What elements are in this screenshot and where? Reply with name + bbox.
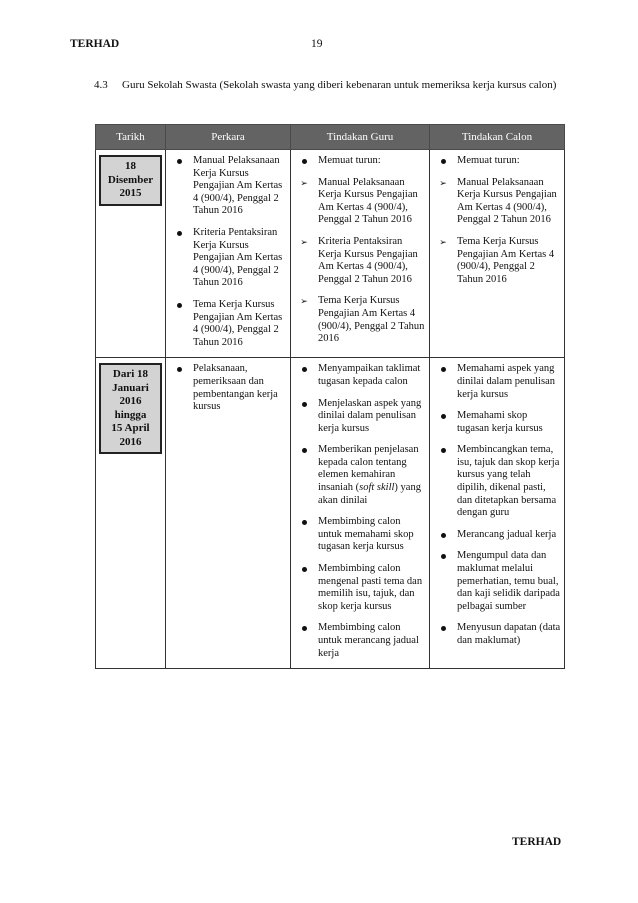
section-text: Guru Sekolah Swasta (Sekolah swasta yang diberi kebenaran untuk memeriksa kerja kursus calon) (122, 79, 557, 91)
arrow-bullet-icon (436, 236, 450, 249)
dot-bullet-icon (172, 155, 186, 164)
date-box (99, 363, 162, 454)
list-item (294, 177, 426, 227)
dot-bullet-icon (172, 299, 186, 308)
date-line: 15 April (111, 422, 150, 435)
list-item-text: Membimbing calon untuk merancang jadual kerja (318, 622, 419, 659)
list-item-text: Tema Kerja Kursus Pengajian Am Kertas 4 (900/4), Penggal 2 Tahun 2016 (193, 298, 283, 348)
list-item (294, 236, 426, 286)
date-line: hingga (114, 408, 147, 421)
dot-bullet-icon (297, 155, 311, 164)
dot-bullet-icon (436, 529, 450, 538)
col-header-tindakan-calon: Tindakan Calon (430, 125, 565, 150)
arrow-bullet-icon (297, 295, 311, 308)
bullet-list (294, 363, 426, 660)
date-cell (96, 150, 166, 358)
list-item (294, 398, 426, 436)
list-item (294, 363, 426, 388)
table-row (96, 150, 565, 358)
list-item-text: Mengumpul data dan maklumat melalui pemerhatian, temu bual, dan kaji selidik daripada pelbagai sumber (457, 550, 560, 612)
list-item-text: Membimbing calon mengenal pasti tema dan memilih isu, tajuk, dan skop kerja kursus (318, 563, 423, 612)
date-box (99, 155, 162, 206)
dot-bullet-icon (436, 410, 450, 419)
tindakan-guru-cell (291, 150, 430, 358)
table-row (96, 358, 565, 669)
list-item-text: Membincangkan tema, isu, tajuk dan skop kerja kursus yang telah dipilih, dikenal pasti, dan ditetapkan bersama dengan guru (457, 444, 560, 519)
list-item-text: Tema Kerja Kursus Pengajian Am Kertas 4 (900/4), Penggal 2 Tahun 2016 (457, 235, 555, 285)
dot-bullet-icon (436, 363, 450, 372)
list-item (433, 622, 561, 647)
list-item (169, 363, 287, 413)
col-header-tindakan-guru: Tindakan Guru (291, 125, 430, 150)
list-item (433, 155, 561, 168)
list-item (169, 155, 287, 218)
list-item (294, 516, 426, 554)
arrow-bullet-icon (436, 177, 450, 190)
list-item (433, 363, 561, 401)
dot-bullet-icon (436, 444, 450, 453)
section-heading (94, 78, 564, 93)
list-item (433, 410, 561, 435)
table-header-row (96, 125, 565, 150)
dot-bullet-icon (436, 550, 450, 559)
date-line: Januari (112, 381, 149, 394)
perkara-cell (166, 358, 291, 669)
list-item-text: Memahami skop tugasan kerja kursus (457, 410, 543, 434)
list-item-text: Menyampaikan taklimat tugasan kepada calon (318, 363, 421, 387)
date-line: 18 (125, 160, 136, 172)
list-item-text: Menjelaskan aspek yang dinilai dalam penulisan kerja kursus (318, 397, 422, 434)
dot-bullet-icon (436, 622, 450, 631)
dot-bullet-icon (172, 227, 186, 236)
date-line: 2016 (119, 395, 142, 408)
list-item (294, 563, 426, 613)
arrow-bullet-icon (297, 177, 311, 190)
col-header-tarikh: Tarikh (96, 125, 166, 150)
page-number: 19 (311, 38, 323, 50)
tindakan-calon-cell (430, 150, 565, 358)
date-line: 2015 (119, 187, 142, 199)
list-item-text: Membimbing calon untuk memahami skop tugasan kerja kursus (318, 516, 414, 553)
schedule-table (95, 124, 565, 669)
list-item-text: Memberikan penjelasan kepada calon tentang elemen kemahiran insaniah (soft skill) yang akan dinilai (318, 444, 421, 506)
list-item (433, 550, 561, 613)
date-cell (96, 358, 166, 669)
dot-bullet-icon (436, 155, 450, 164)
bullet-list (433, 155, 561, 286)
date-line: Disember (107, 173, 154, 186)
list-item-text: Manual Pelaksanaan Kerja Kursus Pengajian Am Kertas 4 (900/4), Penggal 2 Tahun 2016 (457, 176, 557, 226)
list-item (294, 295, 426, 345)
dot-bullet-icon (297, 563, 311, 572)
list-item-text: Menyusun dapatan (data dan maklumat) (457, 622, 561, 646)
dot-bullet-icon (297, 363, 311, 372)
tindakan-guru-cell (291, 358, 430, 669)
list-item-text: Memuat turun: (318, 155, 381, 166)
list-item-text: Tema Kerja Kursus Pengajian Am Kertas 4 (900/4), Penggal 2 Tahun 2016 (318, 295, 425, 345)
tindakan-calon-cell (430, 358, 565, 669)
dot-bullet-icon (297, 622, 311, 631)
bullet-list (169, 155, 287, 349)
list-item-text: Manual Pelaksanaan Kerja Kursus Pengajian Am Kertas 4 (900/4), Penggal 2 Tahun 2016 (193, 155, 283, 217)
dot-bullet-icon (297, 444, 311, 453)
footer-classification: TERHAD (512, 836, 562, 848)
list-item-text: Kriteria Pentaksiran Kerja Kursus Pengajian Am Kertas 4 (900/4), Penggal 2 Tahun 2016 (318, 235, 418, 285)
dot-bullet-icon (297, 516, 311, 525)
list-item (294, 155, 426, 168)
dot-bullet-icon (172, 363, 186, 372)
bullet-list (294, 155, 426, 346)
bullet-list (169, 363, 287, 413)
date-line: Dari 18 (112, 368, 149, 381)
list-item-text: Merancang jadual kerja (457, 528, 557, 540)
list-item-text: Memahami aspek yang dinilai dalam penulisan kerja kursus (457, 363, 555, 400)
list-item (433, 444, 561, 520)
list-item-text: Pelaksanaan, pemeriksaan dan pembentangan kerja kursus (193, 363, 278, 413)
list-item (433, 177, 561, 227)
list-item-text: Kriteria Pentaksiran Kerja Kursus Pengajian Am Kertas 4 (900/4), Penggal 2 Tahun 2016 (193, 226, 283, 289)
section-number: 4.3 (94, 79, 108, 91)
col-header-perkara: Perkara (166, 125, 291, 150)
dot-bullet-icon (297, 398, 311, 407)
header-classification: TERHAD (70, 38, 120, 50)
list-item-text: Memuat turun: (457, 155, 520, 166)
bullet-list (433, 363, 561, 647)
date-line: 2016 (119, 435, 142, 448)
list-item (294, 444, 426, 507)
list-item (433, 529, 561, 542)
list-item (169, 227, 287, 290)
list-item-text: Manual Pelaksanaan Kerja Kursus Pengajian Am Kertas 4 (900/4), Penggal 2 Tahun 2016 (318, 176, 418, 226)
perkara-cell (166, 150, 291, 358)
list-item (294, 622, 426, 660)
arrow-bullet-icon (297, 236, 311, 249)
list-item (169, 299, 287, 349)
list-item (433, 236, 561, 286)
